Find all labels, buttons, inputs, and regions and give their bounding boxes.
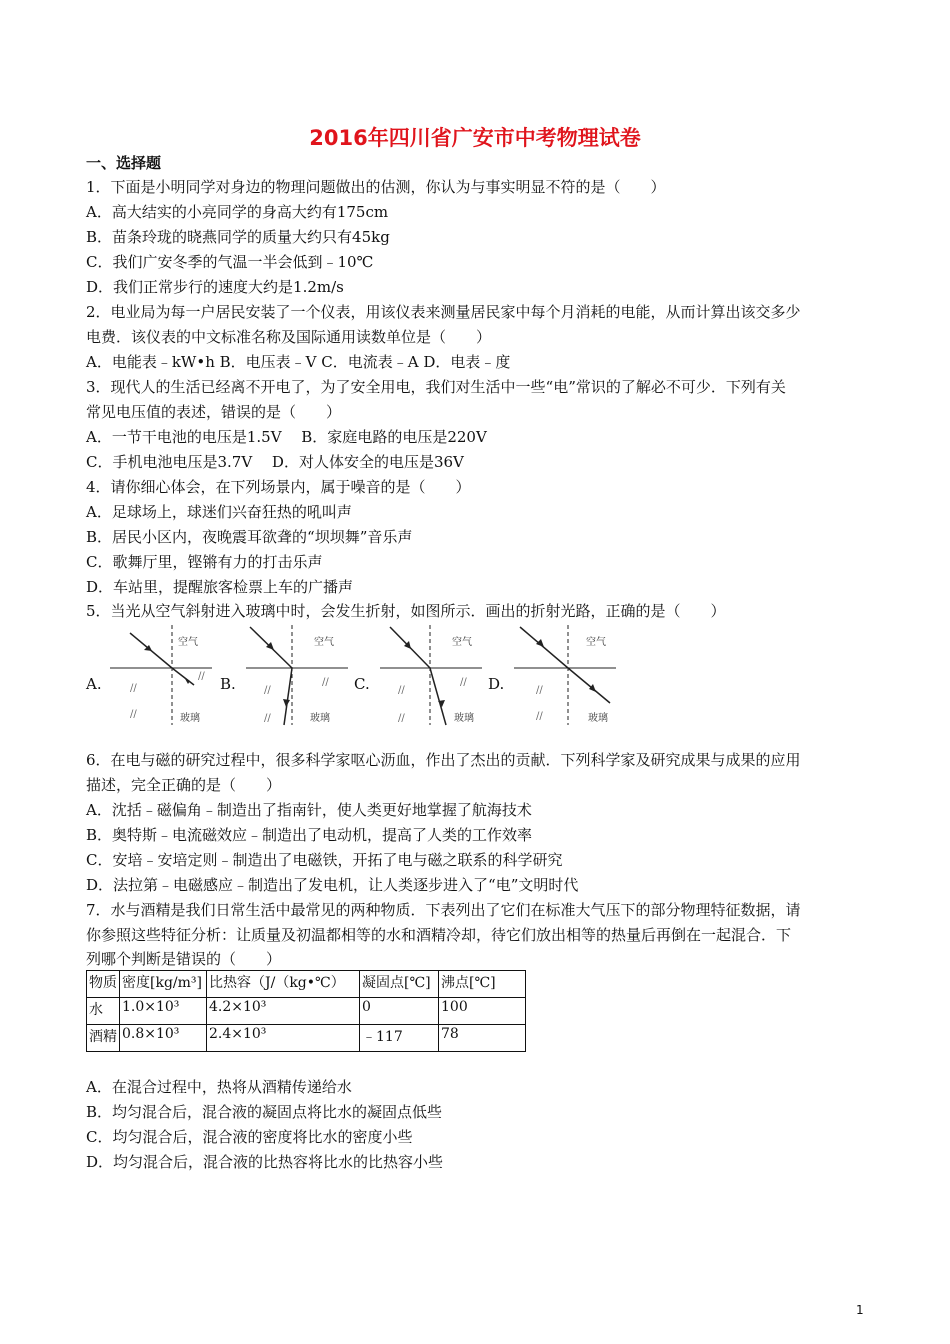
hatch-mark: // bbox=[460, 677, 467, 688]
text-line: A．高大结实的小亮同学的身高大约有175cm bbox=[86, 203, 389, 221]
hatch-mark: // bbox=[398, 713, 405, 724]
hatch-mark: // bbox=[130, 709, 137, 720]
text-line: C．歌舞厅里，铿锵有力的打击乐声 bbox=[86, 553, 323, 571]
text-line: 列哪个判断是错误的（ ） bbox=[86, 950, 282, 968]
table-header-cell: 密度[kg/m³] bbox=[120, 971, 207, 998]
table-cell: ﹣117 bbox=[360, 1025, 439, 1052]
properties-table bbox=[86, 970, 526, 1052]
air-label: 空气 bbox=[586, 637, 606, 648]
air-label: 空气 bbox=[178, 637, 198, 648]
text-line: 1．下面是小明同学对身边的物理问题做出的估测，你认为与事实明显不符的是（ ） bbox=[86, 178, 666, 196]
glass-label: 玻璃 bbox=[454, 713, 474, 724]
text-line: 3．现代人的生活已经离不开电了，为了安全用电，我们对生活中一些“电”常识的了解必不可少．下列有关 bbox=[86, 378, 786, 396]
figure-label-b: B. bbox=[220, 675, 236, 693]
section-heading: 一、选择题 bbox=[86, 154, 162, 172]
air-label: 空气 bbox=[452, 637, 472, 648]
glass-label: 玻璃 bbox=[310, 713, 330, 724]
refraction-diagram-c bbox=[380, 623, 482, 727]
refraction-diagram-d bbox=[514, 623, 616, 727]
text-line: D．车站里，提醒旅客检票上车的广播声 bbox=[86, 578, 354, 596]
text-line: A．足球场上，球迷们兴奋狂热的吼叫声 bbox=[86, 503, 352, 521]
text-line: 2．电业局为每一户居民安装了一个仪表，用该仪表来测量居民家中每个月消耗的电能，从而计算出该交多少 bbox=[86, 303, 801, 321]
text-line: 描述，完全正确的是（ ） bbox=[86, 776, 282, 794]
glass-label: 玻璃 bbox=[588, 713, 608, 724]
text-line: B．居民小区内，夜晚震耳欲聋的“坝坝舞”音乐声 bbox=[86, 528, 413, 546]
page-number: 1 bbox=[856, 1303, 864, 1317]
text-line: B．奥特斯﹣电流磁效应﹣制造出了电动机，提高了人类的工作效率 bbox=[86, 826, 533, 844]
hatch-mark: // bbox=[398, 685, 405, 696]
text-line: D．我们正常步行的速度大约是1.2m/s bbox=[86, 278, 344, 296]
text-line: 常见电压值的表述，错误的是（ ） bbox=[86, 403, 342, 421]
text-line: 电费．该仪表的中文标准名称及国际通用读数单位是（ ） bbox=[86, 328, 492, 346]
figure-label-c: C. bbox=[354, 675, 370, 693]
text-line: C．我们广安冬季的气温一半会低到﹣10℃ bbox=[86, 253, 374, 271]
hatch-mark: // bbox=[130, 683, 137, 694]
page-title: 2016年四川省广安市中考物理试卷 bbox=[309, 126, 641, 150]
table-header-cell: 凝固点[℃] bbox=[360, 971, 439, 998]
refraction-figures bbox=[86, 623, 626, 727]
hatch-mark: // bbox=[198, 671, 205, 682]
hatch-mark: // bbox=[536, 685, 543, 696]
text-line: C．安培﹣安培定则﹣制造出了电磁铁，开拓了电与磁之联系的科学研究 bbox=[86, 851, 563, 869]
table-cell: 酒精 bbox=[87, 1025, 120, 1052]
refraction-diagram-b bbox=[246, 623, 348, 727]
text-line: 5．当光从空气斜射进入玻璃中时，会发生折射，如图所示．画出的折射光路，正确的是（ ） bbox=[86, 602, 726, 620]
table-cell: 1.0×10³ bbox=[120, 998, 207, 1025]
text-line: B．均匀混合后，混合液的凝固点将比水的凝固点低些 bbox=[86, 1103, 443, 1121]
text-line: A．一节干电池的电压是1.5V B．家庭电路的电压是220V bbox=[86, 428, 487, 446]
table-header-row bbox=[87, 971, 526, 998]
table-header-cell: 沸点[℃] bbox=[439, 971, 526, 998]
table-header-cell: 比热容（J/（kg•℃） bbox=[207, 971, 360, 998]
table-row bbox=[87, 998, 526, 1025]
text-line: D．法拉第﹣电磁感应﹣制造出了发电机，让人类逐步进入了“电”文明时代 bbox=[86, 876, 579, 894]
text-line: A．在混合过程中，热将从酒精传递给水 bbox=[86, 1078, 352, 1096]
text-line: C．手机电池电压是3.7V D．对人体安全的电压是36V bbox=[86, 453, 464, 471]
glass-label: 玻璃 bbox=[180, 713, 200, 724]
figure-label-a: A. bbox=[86, 675, 102, 693]
table-cell: 4.2×10³ bbox=[207, 998, 360, 1025]
table-cell: 2.4×10³ bbox=[207, 1025, 360, 1052]
hatch-mark: // bbox=[264, 685, 271, 696]
refraction-diagram-a bbox=[110, 623, 212, 727]
hatch-mark: // bbox=[536, 711, 543, 722]
text-line: D．均匀混合后，混合液的比热容将比水的比热容小些 bbox=[86, 1153, 444, 1171]
table-cell: 0 bbox=[360, 998, 439, 1025]
figure-label-d: D. bbox=[488, 675, 505, 693]
table-cell: 水 bbox=[87, 998, 120, 1025]
table-row bbox=[87, 1025, 526, 1052]
text-line: 你参照这些特征分析：让质量及初温都相等的水和酒精冷却，待它们放出相等的热量后再倒在一起混合．下 bbox=[86, 926, 792, 944]
text-line: 4．请你细心体会，在下列场景内，属于噪音的是（ ） bbox=[86, 478, 471, 496]
text-line: B．苗条玲珑的晓燕同学的质量大约只有45kg bbox=[86, 228, 390, 246]
air-label: 空气 bbox=[314, 637, 334, 648]
hatch-mark: // bbox=[322, 677, 329, 688]
hatch-mark: // bbox=[264, 713, 271, 724]
text-line: 7．水与酒精是我们日常生活中最常见的两种物质．下表列出了它们在标准大气压下的部分物理特征数据，请 bbox=[86, 901, 801, 919]
table-header-cell: 物质 bbox=[87, 971, 120, 998]
table-cell: 100 bbox=[439, 998, 526, 1025]
text-line: 6．在电与磁的研究过程中，很多科学家呕心沥血，作出了杰出的贡献．下列科学家及研究成果与成果的应用 bbox=[86, 751, 801, 769]
text-line: A．电能表﹣kW•h B．电压表﹣V C．电流表﹣A D．电表﹣度 bbox=[86, 353, 511, 371]
text-line: A．沈括﹣磁偏角﹣制造出了指南针，使人类更好地掌握了航海技术 bbox=[86, 801, 532, 819]
text-line: C．均匀混合后，混合液的密度将比水的密度小些 bbox=[86, 1128, 413, 1146]
table-cell: 0.8×10³ bbox=[120, 1025, 207, 1052]
table-cell: 78 bbox=[439, 1025, 526, 1052]
